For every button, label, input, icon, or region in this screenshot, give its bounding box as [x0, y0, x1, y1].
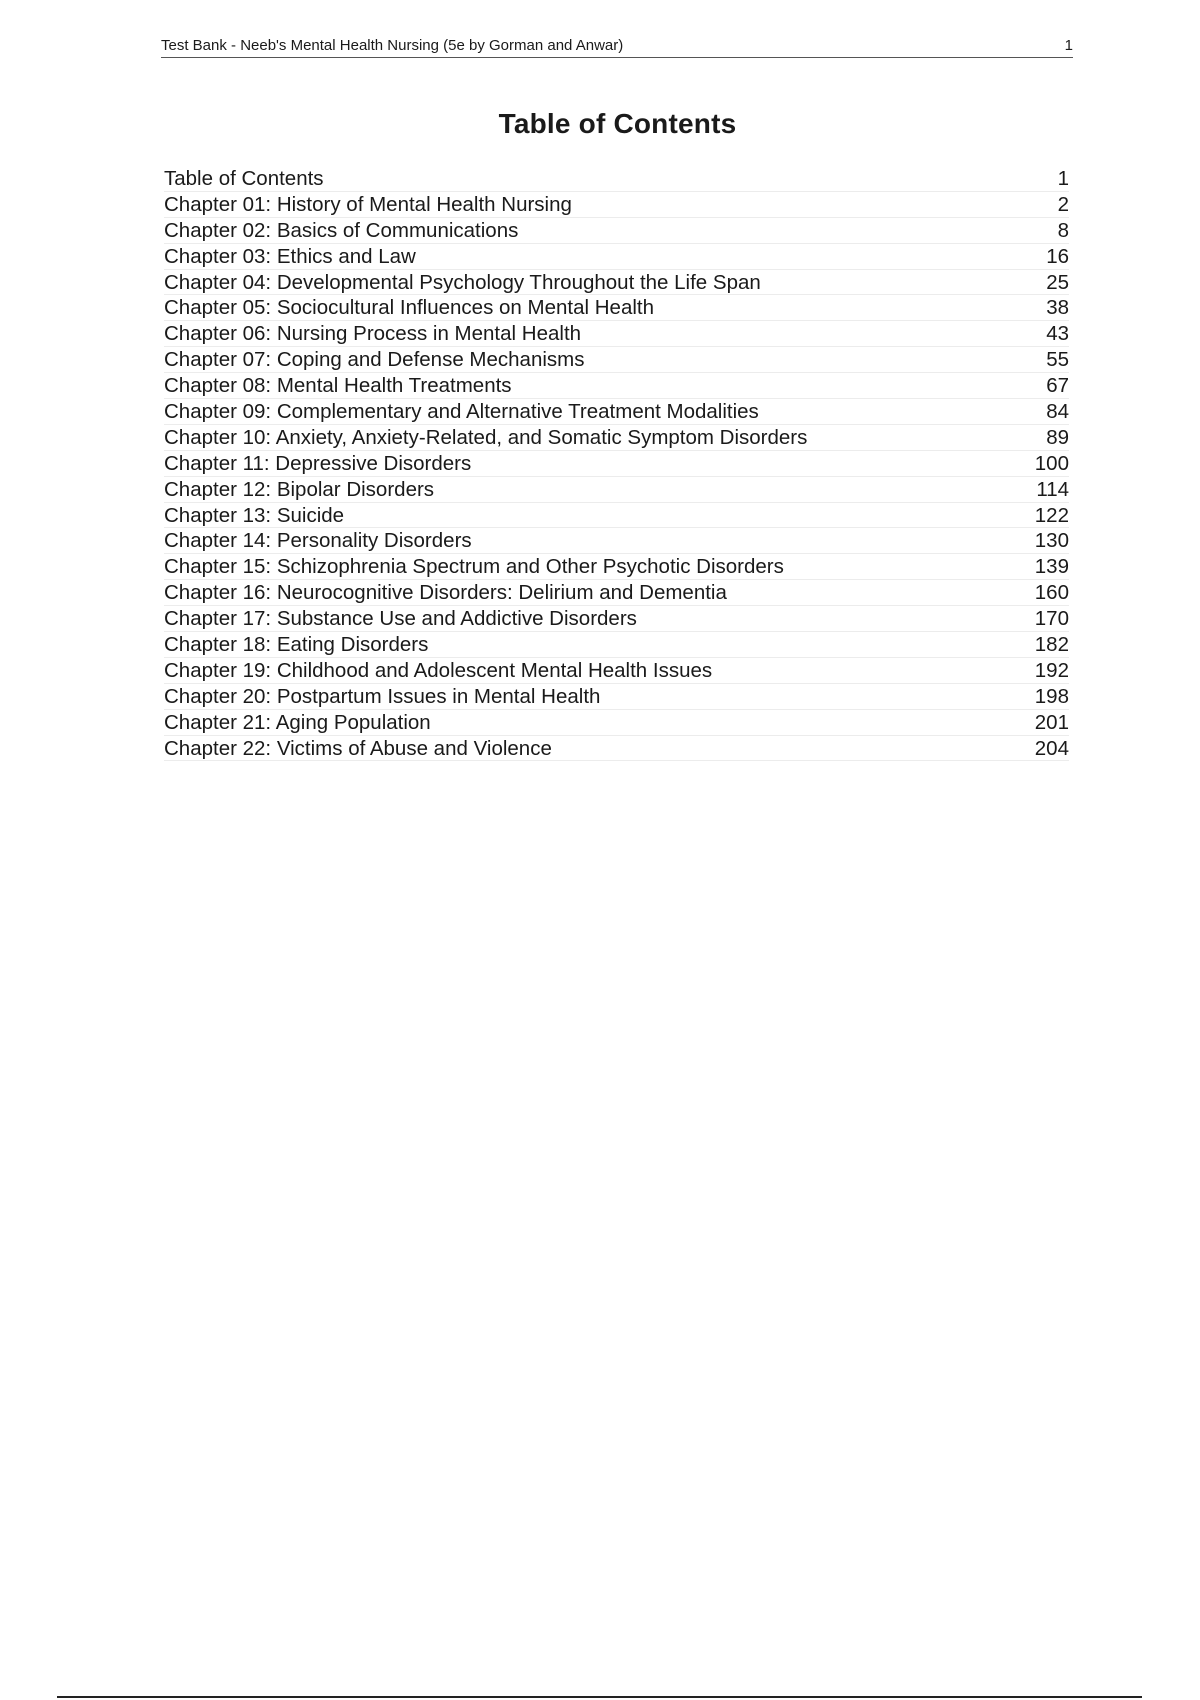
toc-entry-title: Chapter 22: Victims of Abuse and Violence: [164, 736, 552, 760]
toc-entry-title: Chapter 01: History of Mental Health Nursing: [164, 192, 572, 216]
toc-entry-page: 198: [1034, 684, 1069, 708]
toc-entry-title: Chapter 08: Mental Health Treatments: [164, 374, 512, 398]
toc-entry-title: Chapter 04: Developmental Psychology Throughout the Life Span: [164, 270, 761, 294]
toc-entry-title: Chapter 20: Postpartum Issues in Mental Health: [164, 684, 601, 708]
toc-entry-page: 182: [1034, 633, 1069, 657]
toc-entry[interactable]: [164, 425, 1069, 451]
toc-entry-title: Chapter 15: Schizophrenia Spectrum and Other Psychotic Disorders: [164, 555, 784, 579]
toc-entry-page: 25: [1046, 270, 1069, 294]
toc-entry[interactable]: [164, 710, 1069, 736]
toc-entry[interactable]: [164, 503, 1069, 529]
toc-entry[interactable]: [164, 347, 1069, 373]
toc-entry-page: 130: [1034, 529, 1069, 553]
toc-entry[interactable]: [164, 477, 1069, 503]
toc-entry-title: Chapter 21: Aging Population: [164, 710, 431, 734]
toc-entry-page: 89: [1046, 425, 1069, 449]
toc-entry[interactable]: [164, 321, 1069, 347]
running-header-page-number: 1: [1064, 37, 1073, 54]
toc-entry[interactable]: [164, 295, 1069, 321]
toc-entry-title: Chapter 02: Basics of Communications: [164, 218, 519, 242]
footer-divider: [57, 1696, 1142, 1698]
toc-entry[interactable]: [164, 373, 1069, 399]
toc-entry-title: Chapter 10: Anxiety, Anxiety-Related, and Somatic Symptom Disorders: [164, 425, 808, 449]
toc-entry-title: Chapter 11: Depressive Disorders: [164, 451, 472, 475]
toc-entry-page: 8: [1057, 218, 1069, 242]
toc-entry[interactable]: [164, 451, 1069, 477]
toc-entry-page: 67: [1046, 374, 1069, 398]
toc-entry[interactable]: [164, 270, 1069, 296]
toc-entry-page: 84: [1046, 400, 1069, 424]
toc-entry-page: 38: [1046, 296, 1069, 320]
toc-entry-page: 170: [1034, 607, 1069, 631]
toc-entry-page: 201: [1034, 710, 1069, 734]
toc-entry-page: 160: [1034, 581, 1069, 605]
toc-entry[interactable]: [164, 192, 1069, 218]
toc-entry-title: Chapter 16: Neurocognitive Disorders: Delirium and Dementia: [164, 581, 727, 605]
toc-entry[interactable]: [164, 554, 1069, 580]
toc-entry-page: 16: [1046, 244, 1069, 268]
toc-entry-page: 122: [1034, 503, 1069, 527]
toc-entry-page: 55: [1046, 348, 1069, 372]
toc-entry-page: 192: [1034, 658, 1069, 682]
toc-entry-title: Chapter 07: Coping and Defense Mechanisms: [164, 348, 585, 372]
toc-entry-title: Chapter 12: Bipolar Disorders: [164, 477, 435, 501]
toc-entry[interactable]: [164, 244, 1069, 270]
toc-entry-title: Chapter 19: Childhood and Adolescent Mental Health Issues: [164, 658, 713, 682]
toc-entry[interactable]: [164, 736, 1069, 762]
toc-entry[interactable]: [164, 606, 1069, 632]
toc-entry-page: 1: [1057, 167, 1069, 190]
toc-entry[interactable]: [164, 684, 1069, 710]
toc-entry[interactable]: [164, 632, 1069, 658]
table-of-contents: [164, 166, 1069, 761]
toc-entry[interactable]: [164, 166, 1069, 192]
toc-entry-page: 43: [1046, 322, 1069, 346]
toc-entry-page: 204: [1034, 736, 1069, 760]
toc-entry-page: 2: [1057, 192, 1069, 216]
running-header: [161, 36, 1073, 58]
running-header-title: Test Bank - Neeb's Mental Health Nursing (5e by Gorman and Anwar): [161, 37, 624, 54]
toc-entry-title: Chapter 14: Personality Disorders: [164, 529, 472, 553]
toc-entry[interactable]: [164, 528, 1069, 554]
toc-entry-title: Chapter 17: Substance Use and Addictive Disorders: [164, 607, 637, 631]
toc-entry[interactable]: [164, 399, 1069, 425]
page-title: Table of Contents: [498, 108, 737, 139]
toc-entry-title: Chapter 09: Complementary and Alternative Treatment Modalities: [164, 400, 759, 424]
toc-entry-page: 139: [1034, 555, 1069, 579]
toc-entry[interactable]: [164, 218, 1069, 244]
toc-entry-title: Chapter 13: Suicide: [164, 503, 345, 527]
toc-entry-title: Chapter 03: Ethics and Law: [164, 244, 416, 268]
toc-entry-page: 114: [1036, 477, 1069, 501]
toc-entry-page: 100: [1034, 451, 1069, 475]
toc-entry[interactable]: [164, 580, 1069, 606]
toc-entry-title: Chapter 18: Eating Disorders: [164, 633, 429, 657]
toc-entry-title: Chapter 06: Nursing Process in Mental Health: [164, 322, 582, 346]
toc-entry[interactable]: [164, 658, 1069, 684]
toc-entry-title: Table of Contents: [164, 167, 324, 190]
toc-entry-title: Chapter 05: Sociocultural Influences on Mental Health: [164, 296, 655, 320]
